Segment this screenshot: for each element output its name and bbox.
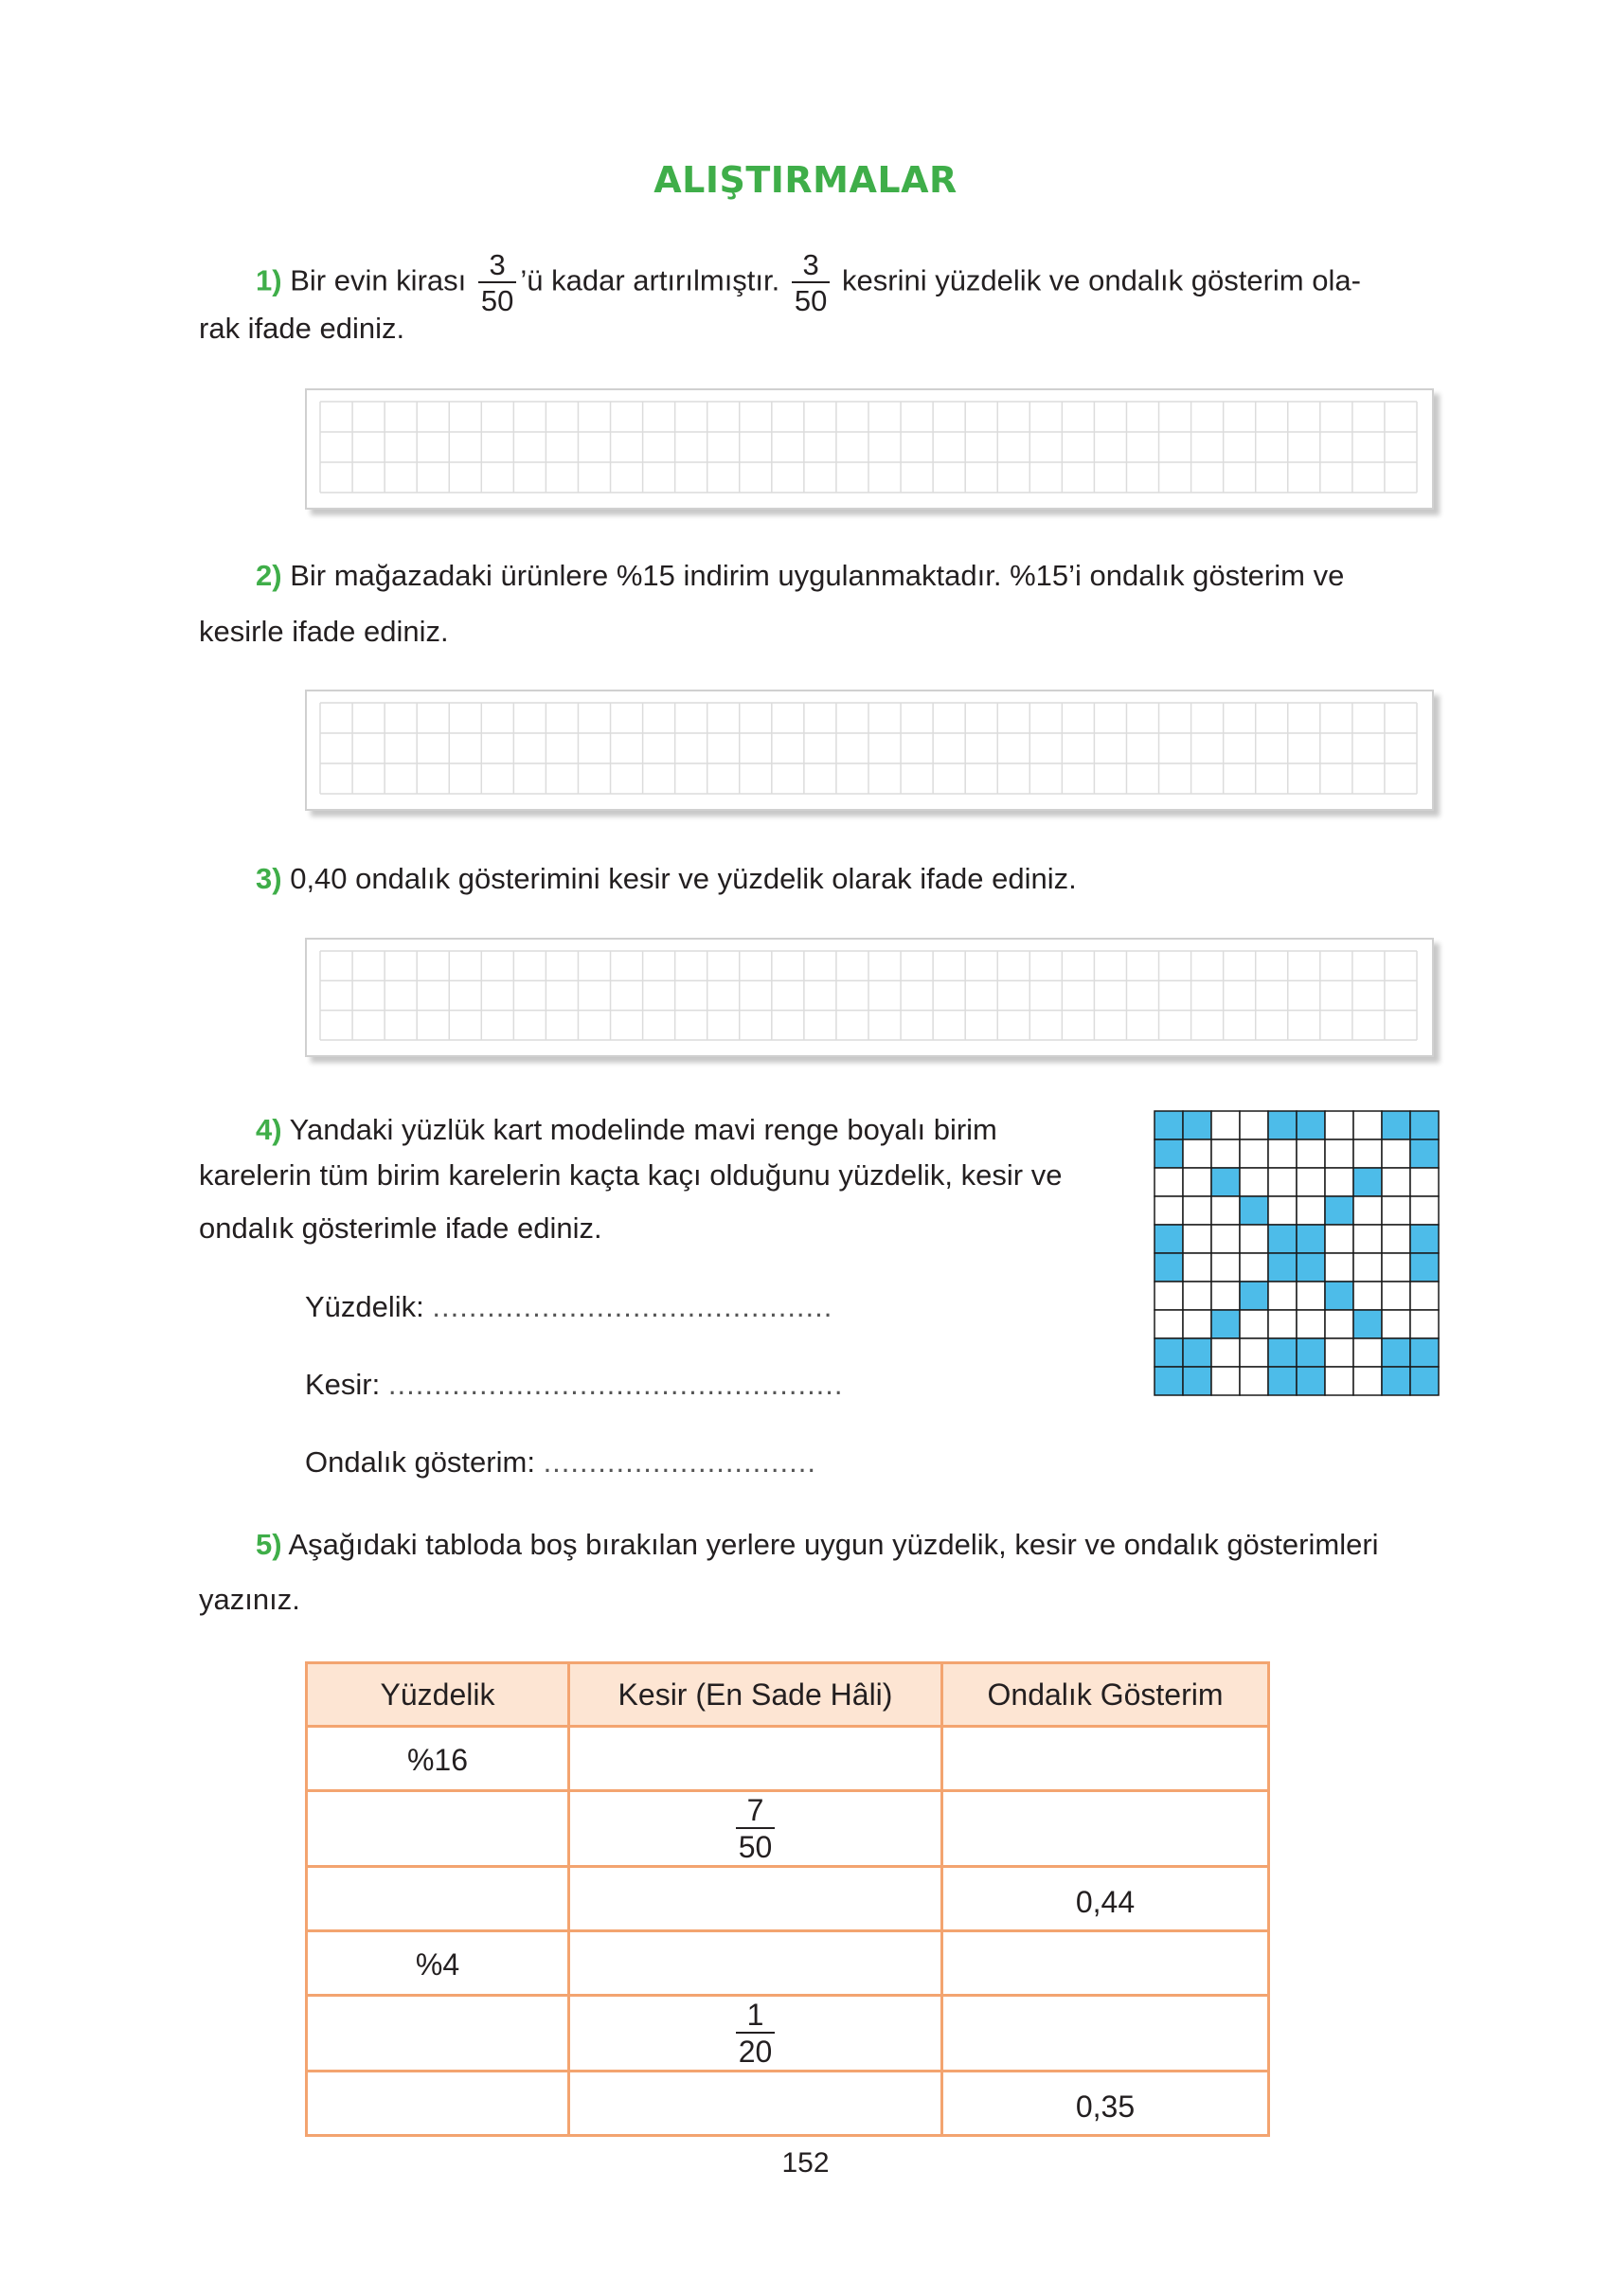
grid-cell-blue: [1382, 1338, 1410, 1367]
grid-cell-white: [1410, 1282, 1439, 1310]
grid-cell-white: [1211, 1225, 1240, 1253]
header-decimal: Ondalık Gösterim: [942, 1663, 1269, 1727]
grid-cell-white: [1240, 1111, 1268, 1139]
answer-box-2[interactable]: [305, 690, 1434, 811]
grid-cell-white: [1268, 1139, 1297, 1168]
grid-cell-blue: [1325, 1282, 1353, 1310]
question-3-number: 3): [256, 862, 282, 895]
grid-cell-blue: [1410, 1111, 1439, 1139]
grid-cell-blue: [1268, 1111, 1297, 1139]
grid-cell-blue: [1353, 1168, 1382, 1196]
grid-cell-white: [1382, 1253, 1410, 1282]
grid-cell-white: [1325, 1111, 1353, 1139]
header-fraction: Kesir (En Sade Hâli): [569, 1663, 942, 1727]
grid-cell-blue: [1382, 1111, 1410, 1139]
conversion-table: [305, 1661, 1270, 2137]
grid-cell-white: [1410, 1310, 1439, 1338]
grid-cell-white: [1353, 1225, 1382, 1253]
question-1-line-1: [256, 250, 1361, 315]
decimal-cell[interactable]: [942, 1996, 1269, 2072]
grid-cell-blue: [1410, 1225, 1439, 1253]
fraction-cell[interactable]: [569, 1791, 942, 1867]
grid-cell-white: [1297, 1282, 1325, 1310]
grid-cell-white: [1155, 1282, 1183, 1310]
grid-cell-white: [1155, 1168, 1183, 1196]
question-4-number: 4): [256, 1113, 282, 1146]
answer-grid-3: [307, 940, 1432, 1055]
grid-cell-white: [1325, 1168, 1353, 1196]
grid-cell-blue: [1155, 1111, 1183, 1139]
fraction-label: Kesir:: [305, 1368, 381, 1401]
grid-cell-white: [1353, 1367, 1382, 1395]
grid-cell-blue: [1297, 1225, 1325, 1253]
grid-cell-white: [1183, 1225, 1211, 1253]
grid-cell-blue: [1410, 1338, 1439, 1367]
grid-cell-white: [1211, 1196, 1240, 1225]
fraction-denominator: 50: [480, 284, 514, 317]
grid-cell-blue: [1297, 1111, 1325, 1139]
grid-cell-white: [1240, 1225, 1268, 1253]
fraction-dotted-line: ..................................................: [387, 1368, 844, 1401]
fraction-numerator: 3: [478, 250, 516, 283]
grid-cell-white: [1183, 1310, 1211, 1338]
question-3-text: 0,40 ondalık gösterimini kesir ve yüzdelik olarak ifade ediniz.: [290, 862, 1077, 895]
fraction-cell[interactable]: [569, 1996, 942, 2072]
grid-cell-blue: [1297, 1253, 1325, 1282]
question-1-line-2: rak ifade ediniz.: [199, 312, 405, 345]
decimal-cell[interactable]: [942, 1931, 1269, 1996]
grid-cell-blue: [1268, 1367, 1297, 1395]
grid-cell-blue: [1268, 1338, 1297, 1367]
grid-cell-white: [1297, 1310, 1325, 1338]
grid-cell-white: [1353, 1196, 1382, 1225]
fraction-numerator: 3: [792, 250, 830, 283]
grid-cell-white: [1240, 1338, 1268, 1367]
question-1-text-b: ’ü kadar artırılmıştır.: [520, 263, 780, 297]
decimal-label: Ondalık gösterim:: [305, 1445, 535, 1479]
grid-cell-white: [1325, 1338, 1353, 1367]
grid-cell-blue: [1183, 1111, 1211, 1139]
grid-cell-blue: [1297, 1338, 1325, 1367]
grid-cell-blue: [1155, 1338, 1183, 1367]
grid-cell-white: [1297, 1139, 1325, 1168]
grid-cell-white: [1240, 1367, 1268, 1395]
percent-cell[interactable]: %4: [307, 1931, 569, 1996]
question-2-text: Bir mağazadaki ürünlere %15 indirim uygulanmaktadır. %15’i ondalık gösterim ve: [290, 559, 1345, 592]
fraction-numerator: 1: [736, 2000, 776, 2034]
grid-cell-white: [1183, 1139, 1211, 1168]
grid-cell-white: [1382, 1196, 1410, 1225]
grid-cell-white: [1325, 1139, 1353, 1168]
grid-cell-white: [1325, 1253, 1353, 1282]
fraction-cell[interactable]: [569, 2072, 942, 2136]
decimal-dotted-line: ..............................: [543, 1445, 816, 1479]
grid-cell-white: [1382, 1225, 1410, 1253]
grid-cell-blue: [1297, 1367, 1325, 1395]
question-2-number: 2): [256, 559, 282, 592]
grid-cell-white: [1353, 1111, 1382, 1139]
percent-cell[interactable]: [307, 1996, 569, 2072]
grid-cell-white: [1353, 1282, 1382, 1310]
grid-cell-white: [1382, 1168, 1410, 1196]
page-title: ALIŞTIRMALAR: [653, 159, 958, 201]
question-5-number: 5): [256, 1528, 282, 1561]
grid-cell-white: [1268, 1196, 1297, 1225]
question-4-line-3: ondalık gösterimle ifade ediniz.: [199, 1211, 602, 1245]
grid-cell-white: [1183, 1196, 1211, 1225]
grid-cell-white: [1410, 1196, 1439, 1225]
percent-cell[interactable]: [307, 1791, 569, 1867]
table-fraction: [736, 2000, 776, 2067]
question-1-text-a: Bir evin kirası: [290, 263, 467, 297]
grid-cell-blue: [1155, 1253, 1183, 1282]
fraction-denominator: 20: [738, 2035, 773, 2069]
grid-cell-blue: [1268, 1225, 1297, 1253]
grid-cell-white: [1211, 1253, 1240, 1282]
grid-cell-white: [1382, 1282, 1410, 1310]
fraction-numerator: 7: [736, 1795, 776, 1829]
table-row: [307, 2072, 1269, 2136]
grid-cell-white: [1353, 1253, 1382, 1282]
answer-box-3[interactable]: [305, 938, 1434, 1057]
grid-cell-white: [1382, 1310, 1410, 1338]
fraction-denominator: 50: [738, 1830, 773, 1864]
grid-cell-blue: [1183, 1367, 1211, 1395]
grid-cell-white: [1211, 1139, 1240, 1168]
grid-cell-blue: [1268, 1253, 1297, 1282]
grid-cell-white: [1325, 1310, 1353, 1338]
question-2-line-2: kesirle ifade ediniz.: [199, 615, 449, 648]
fraction-3-50: [478, 250, 516, 315]
grid-cell-white: [1240, 1139, 1268, 1168]
question-4-text: Yandaki yüzlük kart modelinde mavi renge boyalı birim: [289, 1113, 997, 1146]
grid-cell-white: [1155, 1310, 1183, 1338]
grid-cell-blue: [1410, 1253, 1439, 1282]
grid-cell-white: [1211, 1282, 1240, 1310]
percent-label: Yüzdelik:: [305, 1290, 424, 1323]
fraction-cell[interactable]: [569, 1727, 942, 1791]
grid-cell-blue: [1325, 1196, 1353, 1225]
grid-cell-white: [1268, 1282, 1297, 1310]
fraction-cell[interactable]: [569, 1931, 942, 1996]
question-1-text-c: kesrini yüzdelik ve ondalık gösterim ola-: [842, 263, 1361, 297]
answer-grid-1: [307, 390, 1432, 508]
grid-cell-white: [1211, 1338, 1240, 1367]
table-row: [307, 1791, 1269, 1867]
grid-cell-blue: [1410, 1367, 1439, 1395]
page-number: 152: [781, 2147, 830, 2179]
answer-grid-2: [307, 691, 1432, 809]
grid-cell-blue: [1155, 1225, 1183, 1253]
grid-cell-blue: [1183, 1338, 1211, 1367]
table-header-row: [307, 1663, 1269, 1727]
fraction-3-50: [792, 250, 830, 315]
grid-cell-white: [1155, 1196, 1183, 1225]
table-fraction: [736, 1795, 776, 1862]
fraction-cell[interactable]: [569, 1867, 942, 1931]
grid-cell-white: [1410, 1168, 1439, 1196]
grid-cell-white: [1240, 1310, 1268, 1338]
fraction-denominator: 50: [794, 284, 828, 317]
percent-cell[interactable]: [307, 1867, 569, 1931]
grid-cell-white: [1183, 1168, 1211, 1196]
grid-cell-blue: [1155, 1367, 1183, 1395]
percent-answer-field[interactable]: [305, 1289, 832, 1324]
grid-cell-white: [1240, 1253, 1268, 1282]
decimal-cell[interactable]: 0,44: [942, 1867, 1269, 1931]
grid-cell-blue: [1382, 1367, 1410, 1395]
percent-cell[interactable]: [307, 2072, 569, 2136]
grid-cell-white: [1353, 1338, 1382, 1367]
decimal-cell[interactable]: 0,35: [942, 2072, 1269, 2136]
grid-cell-white: [1211, 1367, 1240, 1395]
question-5-text: Aşağıdaki tabloda boş bırakılan yerlere uygun yüzdelik, kesir ve ondalık gösterimleri: [288, 1528, 1379, 1561]
grid-cell-white: [1183, 1253, 1211, 1282]
grid-cell-white: [1183, 1282, 1211, 1310]
decimal-answer-field[interactable]: [305, 1444, 816, 1480]
grid-cell-blue: [1211, 1310, 1240, 1338]
answer-box-1[interactable]: [305, 388, 1434, 510]
fraction-answer-field[interactable]: [305, 1367, 844, 1402]
grid-cell-white: [1211, 1111, 1240, 1139]
table-row: [307, 1727, 1269, 1791]
percent-dotted-line: ............................................: [432, 1290, 833, 1323]
grid-cell-blue: [1211, 1168, 1240, 1196]
grid-cell-blue: [1240, 1196, 1268, 1225]
header-percent: Yüzdelik: [307, 1663, 569, 1727]
table-row: [307, 1867, 1269, 1931]
decimal-cell[interactable]: [942, 1791, 1269, 1867]
grid-cell-white: [1268, 1310, 1297, 1338]
grid-cell-white: [1297, 1196, 1325, 1225]
question-1-number: 1): [256, 263, 282, 297]
grid-cell-white: [1325, 1225, 1353, 1253]
grid-cell-white: [1353, 1139, 1382, 1168]
question-5-line-2: yazınız.: [199, 1583, 300, 1616]
grid-cell-blue: [1353, 1310, 1382, 1338]
grid-cell-white: [1325, 1367, 1353, 1395]
hundred-grid-model: [1154, 1110, 1440, 1396]
question-5-line-1: [256, 1527, 1379, 1562]
question-4-line-1: [256, 1112, 997, 1147]
grid-cell-blue: [1155, 1139, 1183, 1168]
grid-cell-blue: [1240, 1282, 1268, 1310]
question-4-line-2: karelerin tüm birim karelerin kaçta kaçı olduğunu yüzdelik, kesir ve: [199, 1158, 1063, 1192]
grid-cell-white: [1268, 1168, 1297, 1196]
decimal-cell[interactable]: [942, 1727, 1269, 1791]
table-row: [307, 1996, 1269, 2072]
question-3-line-1: [256, 861, 1077, 896]
grid-cell-white: [1297, 1168, 1325, 1196]
grid-cell-white: [1240, 1168, 1268, 1196]
grid-cell-blue: [1410, 1139, 1439, 1168]
grid-cell-white: [1382, 1139, 1410, 1168]
percent-cell[interactable]: %16: [307, 1727, 569, 1791]
table-row: [307, 1931, 1269, 1996]
question-2-line-1: [256, 558, 1344, 593]
